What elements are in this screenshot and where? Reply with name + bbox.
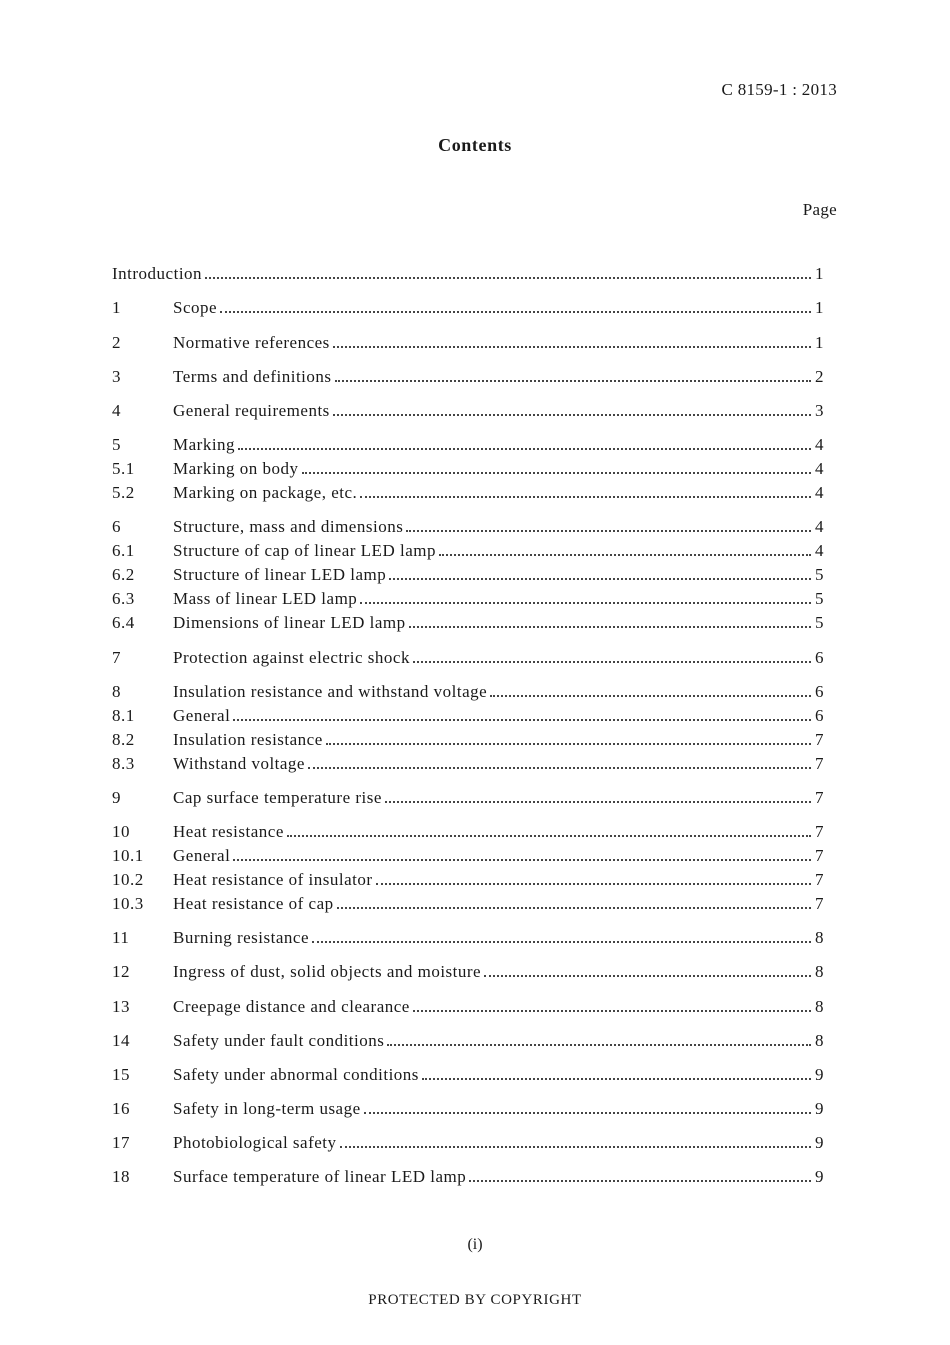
toc-leader-dots — [409, 626, 811, 628]
toc-leader-dots — [469, 1180, 811, 1182]
toc-entry-title: General requirements — [173, 401, 330, 420]
toc-entry-page: 4 — [815, 517, 824, 536]
toc-entry-page: 7 — [815, 846, 824, 865]
toc-entry — [112, 457, 824, 481]
toc-entry — [112, 296, 824, 320]
toc-entry-number: 14 — [112, 1031, 130, 1050]
toc-entry-number: 6 — [112, 517, 121, 536]
toc-leader-dots — [439, 554, 811, 556]
toc-entry-title: Marking — [173, 435, 236, 454]
toc-leader-dots — [413, 661, 811, 663]
toc-entry-title: Safety in long-term usage — [173, 1099, 361, 1118]
toc-leader-dots — [238, 448, 811, 450]
toc-leader-dots — [376, 883, 811, 885]
toc-entry-number: 3 — [112, 367, 121, 386]
toc-leader-dots — [340, 1146, 811, 1148]
toc-entry — [112, 960, 824, 984]
toc-entry-page: 4 — [815, 483, 824, 502]
toc-leader-dots — [308, 767, 811, 769]
toc-entry — [112, 611, 824, 635]
toc-leader-dots — [385, 801, 811, 803]
copyright-notice: PROTECTED BY COPYRIGHT — [368, 1292, 582, 1308]
toc-entry-page: 9 — [815, 1167, 824, 1186]
toc-entry — [112, 1131, 824, 1155]
toc-leader-dots — [387, 1044, 811, 1046]
toc-entry — [112, 926, 824, 950]
toc-entry-title: General — [173, 706, 231, 725]
toc-entry-title: Heat resistance of insulator — [173, 870, 373, 889]
toc-entry-number: 13 — [112, 997, 130, 1016]
toc-leader-dots — [205, 277, 811, 279]
toc-leader-dots — [233, 719, 811, 721]
toc-entry-number: 10.3 — [112, 894, 144, 913]
toc-entry-page: 8 — [815, 1031, 824, 1050]
page-title: Contents — [438, 135, 512, 155]
toc-entry — [112, 563, 824, 587]
document-id: C 8159-1 : 2013 — [721, 80, 837, 99]
toc-entry-page: 7 — [815, 754, 824, 773]
toc-entry-title: Safety under abnormal conditions — [173, 1065, 419, 1084]
toc-entry-page: 7 — [815, 894, 824, 913]
toc-entry — [112, 646, 824, 670]
toc-entry — [112, 892, 824, 916]
toc-entry — [112, 515, 824, 539]
toc-entry-page: 9 — [815, 1065, 824, 1084]
toc-entry-number: 10.1 — [112, 846, 144, 865]
toc-entry — [112, 1165, 824, 1189]
toc-entry-title: Mass of linear LED lamp — [173, 589, 358, 608]
toc-entry-number: 1 — [112, 298, 121, 317]
toc-entry-number: 6.4 — [112, 613, 135, 632]
toc-entry-number: 11 — [112, 928, 130, 947]
toc-entry-page: 9 — [815, 1099, 824, 1118]
toc-entry-page: 5 — [815, 613, 824, 632]
toc-leader-dots — [413, 1010, 811, 1012]
toc-entry-title: Burning resistance — [173, 928, 309, 947]
toc-entry — [112, 1063, 824, 1087]
toc-entry-page: 8 — [815, 962, 824, 981]
toc-entry-number: 6.1 — [112, 541, 135, 560]
toc-entry-title: Insulation resistance — [173, 730, 323, 749]
toc-entry — [112, 587, 824, 611]
toc-entry-title: Withstand voltage — [173, 754, 305, 773]
toc-entry — [112, 820, 824, 844]
toc-entry-page: 7 — [815, 788, 824, 807]
toc-entry — [112, 786, 824, 810]
toc-entry-number: 10 — [112, 822, 130, 841]
toc-entry-title: Dimensions of linear LED lamp — [173, 613, 406, 632]
toc-entry-number: 2 — [112, 333, 121, 352]
toc-leader-dots — [406, 530, 811, 532]
toc-entry-title: Terms and definitions — [173, 367, 332, 386]
toc-entry-number: 6.2 — [112, 565, 135, 584]
toc-leader-dots — [326, 743, 811, 745]
toc-entry-number: 5.2 — [112, 483, 135, 502]
toc-entry-number: 12 — [112, 962, 130, 981]
toc-entry-title: Structure of cap of linear LED lamp — [173, 541, 436, 560]
toc-leader-dots — [337, 907, 811, 909]
toc-entry-number: 10.2 — [112, 870, 144, 889]
toc-entry-title: Marking on package, etc. — [173, 483, 358, 502]
toc-entry — [112, 399, 824, 423]
toc-entry-title: Photobiological safety — [173, 1133, 337, 1152]
toc-entry-page: 6 — [815, 648, 824, 667]
toc-entry — [112, 1029, 824, 1053]
page-column-label: Page — [802, 200, 837, 219]
toc-entry-title: Structure of linear LED lamp — [173, 565, 387, 584]
toc-leader-dots — [335, 380, 811, 382]
toc-entry-number: 4 — [112, 401, 121, 420]
toc-entry — [112, 995, 824, 1019]
toc-entry-page: 1 — [815, 298, 824, 317]
toc-entry-page: 4 — [815, 435, 824, 454]
toc-leader-dots — [333, 346, 811, 348]
toc-entry-title: Marking on body — [173, 459, 299, 478]
toc-entry — [112, 868, 824, 892]
toc-entry-title: Scope — [173, 298, 218, 317]
toc-entry-title: Surface temperature of linear LED lamp — [173, 1167, 467, 1186]
toc-entry-title: Introduction — [112, 264, 203, 283]
toc-entry-page: 6 — [815, 682, 824, 701]
toc-entry — [112, 365, 824, 389]
toc-entry-page: 1 — [815, 264, 824, 283]
toc-entry-page: 9 — [815, 1133, 824, 1152]
toc-entry-page: 8 — [815, 928, 824, 947]
toc-entry — [112, 752, 824, 776]
toc-entry-number: 8.2 — [112, 730, 135, 749]
toc-entry-number: 18 — [112, 1167, 130, 1186]
toc-entry — [112, 481, 824, 505]
toc-leader-dots — [312, 941, 811, 943]
toc-entry-number: 8.3 — [112, 754, 135, 773]
toc-entry-title: General — [173, 846, 231, 865]
toc-entry — [112, 331, 824, 355]
toc-entry — [112, 704, 824, 728]
toc-entry-page: 1 — [815, 333, 824, 352]
footer-page-number: (i) — [467, 1236, 483, 1253]
toc-leader-dots — [490, 695, 811, 697]
toc-entry-page: 7 — [815, 730, 824, 749]
toc-entry-title: Protection against electric shock — [173, 648, 410, 667]
toc-entry-page: 6 — [815, 706, 824, 725]
toc-entry-page: 3 — [815, 401, 824, 420]
toc-entry-title: Cap surface temperature rise — [173, 788, 382, 807]
toc-entry-page: 5 — [815, 589, 824, 608]
toc-entry — [112, 844, 824, 868]
toc-entry-page: 8 — [815, 997, 824, 1016]
toc-leader-dots — [360, 496, 811, 498]
toc-entry-number: 8.1 — [112, 706, 135, 725]
toc-leader-dots — [233, 859, 811, 861]
toc-entry-number: 17 — [112, 1133, 130, 1152]
toc-entry-title: Structure, mass and dimensions — [173, 517, 404, 536]
toc-entry — [112, 728, 824, 752]
toc-entry-title: Insulation resistance and withstand voltage — [173, 682, 488, 701]
toc-entry-number: 5.1 — [112, 459, 135, 478]
toc-entry-page: 4 — [815, 459, 824, 478]
toc-leader-dots — [360, 602, 811, 604]
toc-entry-number: 15 — [112, 1065, 130, 1084]
toc-entry — [112, 539, 824, 563]
toc-entry-title: Heat resistance — [173, 822, 284, 841]
toc-entry-page: 4 — [815, 541, 824, 560]
toc-entry-title: Normative references — [173, 333, 330, 352]
toc-entry-number: 16 — [112, 1099, 130, 1118]
toc-entry-page: 5 — [815, 565, 824, 584]
toc-entry — [112, 1097, 824, 1121]
toc-entry-number: 9 — [112, 788, 121, 807]
toc-entry-page: 7 — [815, 822, 824, 841]
toc-leader-dots — [220, 311, 811, 313]
toc-entry-number: 5 — [112, 435, 121, 454]
toc-entry-title: Safety under fault conditions — [173, 1031, 385, 1050]
toc-entry-page: 2 — [815, 367, 824, 386]
toc-entry — [112, 262, 824, 286]
toc-leader-dots — [484, 975, 811, 977]
toc-entry-page: 7 — [815, 870, 824, 889]
toc-leader-dots — [364, 1112, 811, 1114]
toc-entry — [112, 433, 824, 457]
toc-entry-number: 7 — [112, 648, 121, 667]
toc-entry-title: Creepage distance and clearance — [173, 997, 410, 1016]
toc-entry-title: Ingress of dust, solid objects and moisture — [173, 962, 482, 981]
toc-entry-number: 6.3 — [112, 589, 135, 608]
toc-entry-title: Heat resistance of cap — [173, 894, 334, 913]
toc-leader-dots — [422, 1078, 811, 1080]
toc-leader-dots — [302, 472, 811, 474]
toc-leader-dots — [389, 578, 811, 580]
toc-entry-number: 8 — [112, 682, 121, 701]
toc-leader-dots — [333, 414, 811, 416]
toc-leader-dots — [287, 835, 811, 837]
toc-entry — [112, 680, 824, 704]
